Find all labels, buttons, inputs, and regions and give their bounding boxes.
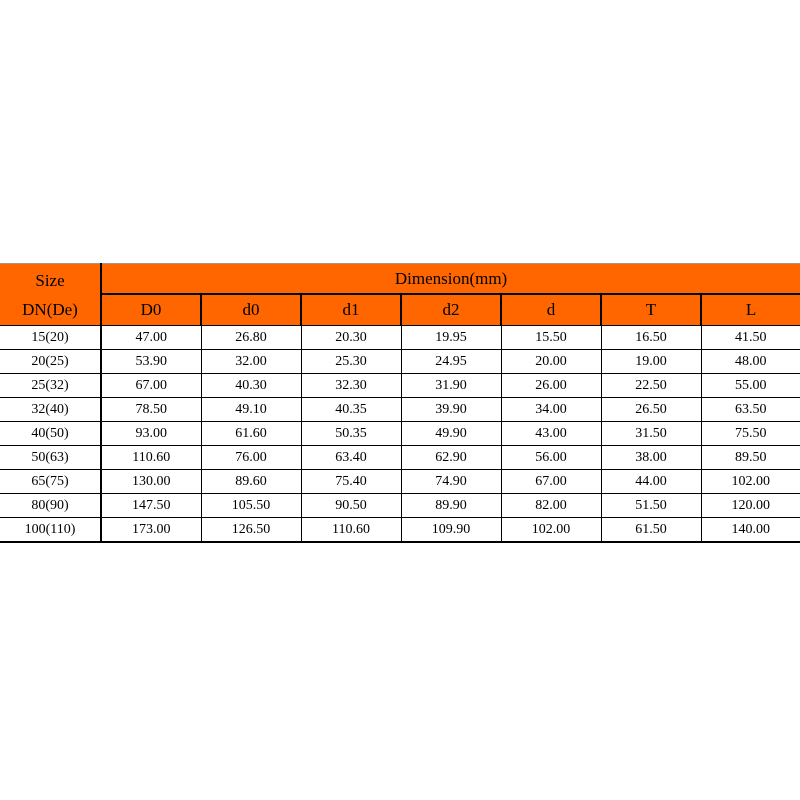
dimension-cell: 74.90 [401,470,501,494]
dimension-cell: 93.00 [101,422,201,446]
dimension-cell: 75.40 [301,470,401,494]
dimension-cell: 34.00 [501,398,601,422]
table-row [0,494,800,518]
dimension-cell: 32.30 [301,374,401,398]
table-row [0,326,800,350]
dimension-cell: 51.50 [601,494,701,518]
column-header-row [0,294,800,326]
dimension-cell: 53.90 [101,350,201,374]
table-row [0,398,800,422]
dimension-cell: 140.00 [701,518,800,543]
column-header-2: d0 [201,294,301,326]
dimension-cell: 63.40 [301,446,401,470]
dimension-cell: 38.00 [601,446,701,470]
dimension-cell: 31.90 [401,374,501,398]
dimension-cell: 22.50 [601,374,701,398]
dimension-cell: 102.00 [701,470,800,494]
dimension-cell: 67.00 [501,470,601,494]
table-row [0,350,800,374]
dimension-cell: 67.00 [101,374,201,398]
dimension-cell: 49.90 [401,422,501,446]
dimension-cell: 40.30 [201,374,301,398]
dimension-cell: 110.60 [301,518,401,543]
size-cell: 50(63) [0,446,101,470]
dimension-cell: 43.00 [501,422,601,446]
dimension-cell: 90.50 [301,494,401,518]
table-row [0,422,800,446]
dimension-cell: 61.50 [601,518,701,543]
dimension-cell: 61.60 [201,422,301,446]
table-row [0,518,800,543]
column-header-1: D0 [101,294,201,326]
dimension-group-header: Dimension(mm) [101,264,800,295]
dimension-cell: 16.50 [601,326,701,350]
table-body [0,326,800,543]
dimension-cell: 41.50 [701,326,800,350]
size-cell: 100(110) [0,518,101,543]
column-header-5: d [501,294,601,326]
dimension-cell: 147.50 [101,494,201,518]
dimension-cell: 56.00 [501,446,601,470]
table-header [0,264,800,326]
size-cell: 15(20) [0,326,101,350]
dimension-cell: 15.50 [501,326,601,350]
dimension-cell: 82.00 [501,494,601,518]
dimension-cell: 109.90 [401,518,501,543]
column-header-7: L [701,294,800,326]
dimension-cell: 75.50 [701,422,800,446]
size-header-cell [0,264,101,326]
dimension-cell: 20.30 [301,326,401,350]
dimension-cell: 19.00 [601,350,701,374]
dimension-cell: 40.35 [301,398,401,422]
column-header-3: d1 [301,294,401,326]
size-cell: 25(32) [0,374,101,398]
dimension-cell: 39.90 [401,398,501,422]
dimension-table [0,263,800,543]
dimension-cell: 130.00 [101,470,201,494]
dimension-cell: 25.30 [301,350,401,374]
dimension-cell: 55.00 [701,374,800,398]
table-row [0,374,800,398]
size-cell: 32(40) [0,398,101,422]
dimension-cell: 26.80 [201,326,301,350]
dimension-cell: 44.00 [601,470,701,494]
size-cell: 65(75) [0,470,101,494]
size-header-label: Size [35,270,65,290]
size-header-sublabel: DN(De) [22,299,78,319]
dimension-cell: 63.50 [701,398,800,422]
dimension-cell: 110.60 [101,446,201,470]
dimension-cell: 47.00 [101,326,201,350]
table-row [0,470,800,494]
dimension-cell: 48.00 [701,350,800,374]
table-row [0,446,800,470]
dimension-cell: 31.50 [601,422,701,446]
dimension-cell: 102.00 [501,518,601,543]
dimension-cell: 24.95 [401,350,501,374]
dimension-cell: 89.60 [201,470,301,494]
dimension-cell: 32.00 [201,350,301,374]
size-cell: 20(25) [0,350,101,374]
dimension-cell: 173.00 [101,518,201,543]
dimension-cell: 76.00 [201,446,301,470]
dimension-table-container [0,263,800,543]
dimension-cell: 105.50 [201,494,301,518]
dimension-cell: 126.50 [201,518,301,543]
dimension-cell: 89.90 [401,494,501,518]
dimension-cell: 26.00 [501,374,601,398]
dimension-cell: 78.50 [101,398,201,422]
dimension-cell: 50.35 [301,422,401,446]
size-cell: 80(90) [0,494,101,518]
column-header-6: T [601,294,701,326]
dimension-cell: 26.50 [601,398,701,422]
size-cell: 40(50) [0,422,101,446]
dimension-cell: 49.10 [201,398,301,422]
column-header-4: d2 [401,294,501,326]
dimension-cell: 20.00 [501,350,601,374]
dimension-cell: 89.50 [701,446,800,470]
dimension-cell: 120.00 [701,494,800,518]
dimension-cell: 62.90 [401,446,501,470]
dimension-cell: 19.95 [401,326,501,350]
